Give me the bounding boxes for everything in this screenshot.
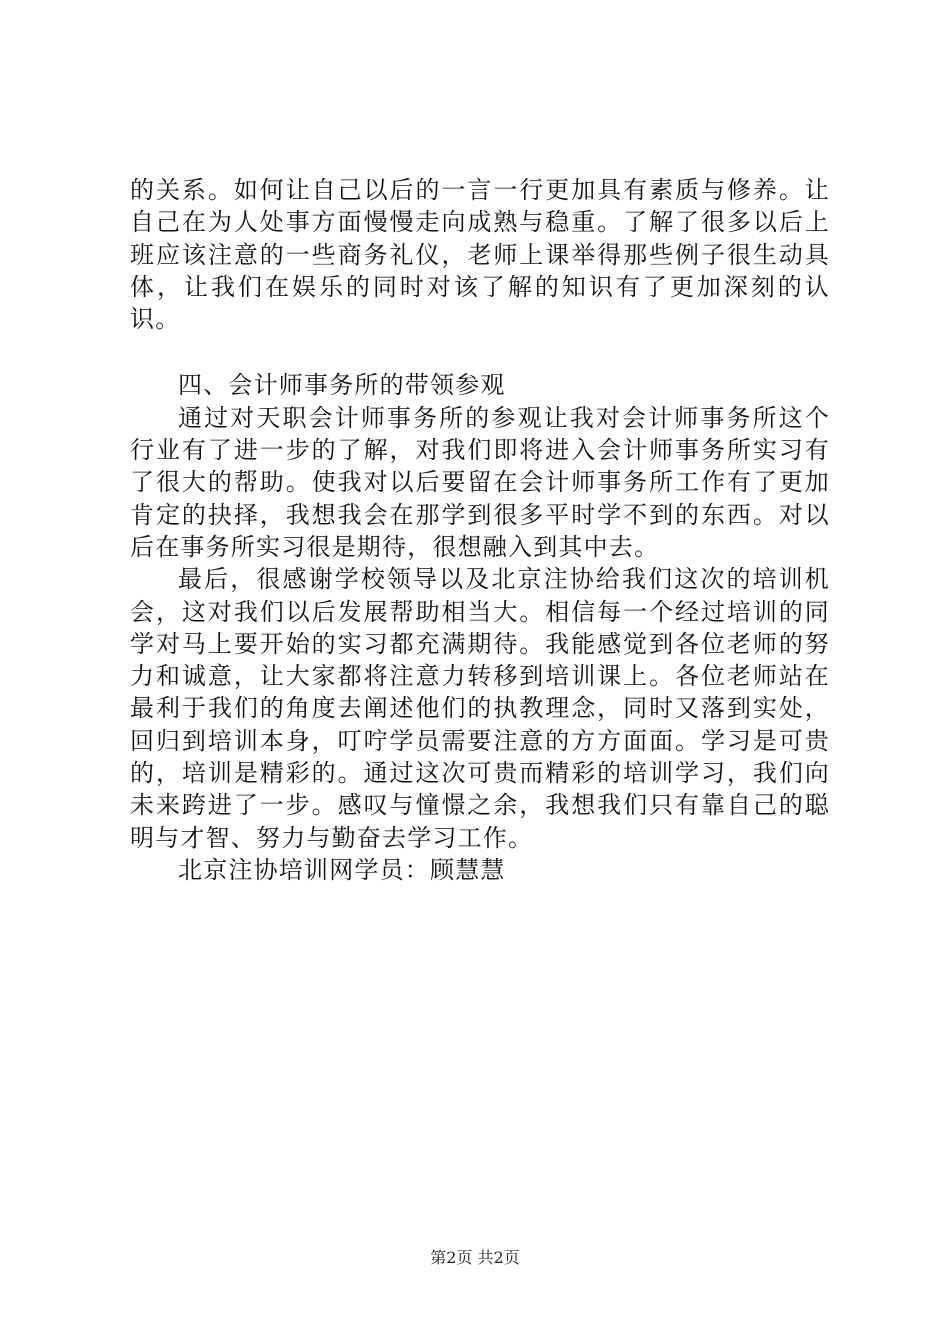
document-body (130, 174, 830, 886)
paragraph-visit: 通过对天职会计师事务所的参观让我对会计师事务所这个行业有了进一步的了解，对我们即将进入会计师事务所实习有了很大的帮助。使我对以后要留在会计师事务所工作有了更加肯定的抉择，我想我会在那学到很多平时学不到的东西。对以后在事务所实习很是期待，很想融入到其中去。 (130, 403, 830, 561)
author-signature: 北京注协培训网学员：顾慧慧 (178, 855, 506, 884)
paragraph-conclusion: 最后，很感谢学校领导以及北京注协给我们这次的培训机会，这对我们以后发展帮助相当大。相信每一个经过培训的同学对马上要开始的实习都充满期待。我能感觉到各位老师的努力和诚意，让大家都将注意力转移到培训课上。各位老师站在最利于我们的角度去阐述他们的执教理念，同时又落到实处，回归到培训本身，叮咛学员需要注意的方方面面。学习是可贵的，培训是精彩的。通过这次可贵而精彩的培训学习，我们向未来跨进了一步。感叹与憧憬之余，我想我们只有靠自己的聪明与才智、努力与勤奋去学习工作。 (130, 565, 830, 852)
section-heading: 四、会计师事务所的带领参观 (178, 371, 506, 400)
page-number: 第2页 共2页 (430, 1248, 520, 1267)
paragraph-continued: 的关系。如何让自己以后的一言一行更加具有素质与修养。让自己在为人处事方面慢慢走向成熟与稳重。了解了很多以后上班应该注意的一些商务礼仪，老师上课举得那些例子很生动具体，让我们在娱乐的同时对该了解的知识有了更加深刻的认识。 (130, 176, 830, 334)
